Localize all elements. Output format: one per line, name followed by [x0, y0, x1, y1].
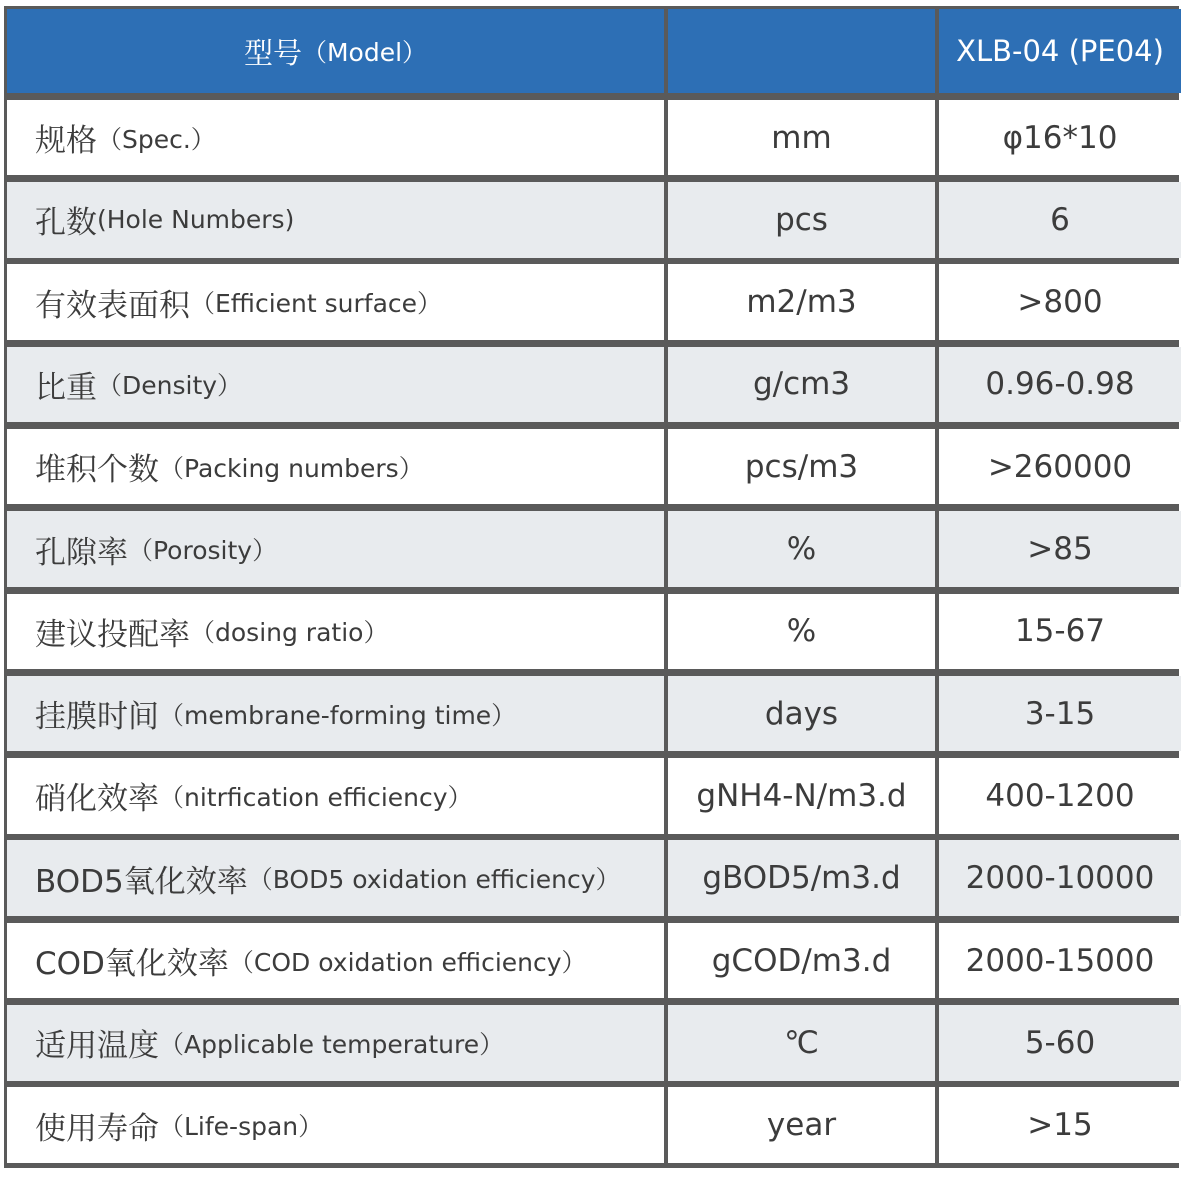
parameter-name-en: （Packing numbers）	[159, 453, 424, 483]
value-cell: 6	[939, 182, 1181, 258]
spec-table	[4, 6, 1179, 1168]
parameter-name-cn: BOD5氧化效率	[35, 863, 248, 900]
parameter-name-cn: 有效表面积	[35, 287, 190, 324]
parameter-cell	[7, 594, 664, 670]
unit-cell: gCOD/m3.d	[668, 923, 935, 999]
unit-cell: g/cm3	[668, 347, 935, 423]
parameter-name-cn: 建议投配率	[35, 616, 190, 653]
parameter-name-cn: COD氧化效率	[35, 946, 229, 983]
header-unit-cell	[668, 9, 935, 93]
parameter-cell	[7, 429, 664, 505]
parameter-name-en: (Hole Numbers)	[97, 205, 295, 235]
value-cell: 2000-15000	[939, 923, 1181, 999]
value-cell: >260000	[939, 429, 1181, 505]
parameter-name-en: （Density）	[97, 371, 243, 401]
parameter-cell	[7, 1087, 664, 1163]
parameter-name-en: （COD oxidation efficiency）	[228, 947, 587, 977]
unit-cell: pcs	[668, 182, 935, 258]
parameter-cell	[7, 511, 664, 587]
parameter-name-en: （Efficient surface）	[190, 289, 443, 319]
parameter-cell	[7, 758, 664, 834]
parameter-name-cn: 规格	[35, 123, 97, 160]
parameter-cell	[7, 676, 664, 752]
unit-cell: days	[668, 676, 935, 752]
value-cell: 5-60	[939, 1005, 1181, 1081]
parameter-name-en: （membrane-forming time）	[159, 700, 517, 730]
parameter-cell	[7, 1005, 664, 1081]
value-cell: >85	[939, 511, 1181, 587]
unit-cell: mm	[668, 100, 935, 176]
value-cell: 2000-10000	[939, 840, 1181, 916]
parameter-cell	[7, 264, 664, 340]
parameter-name-en: （Applicable temperature）	[159, 1029, 505, 1059]
parameter-name-cn: 挂膜时间	[35, 699, 159, 736]
parameter-cell	[7, 347, 664, 423]
unit-cell: %	[668, 594, 935, 670]
parameter-name-cn: 使用寿命	[35, 1110, 159, 1147]
header-model-cell	[7, 9, 664, 93]
parameter-cell	[7, 840, 664, 916]
unit-cell: pcs/m3	[668, 429, 935, 505]
value-cell: 400-1200	[939, 758, 1181, 834]
unit-cell: year	[668, 1087, 935, 1163]
parameter-name-cn: 堆积个数	[35, 452, 159, 489]
parameter-name-cn: 适用温度	[35, 1028, 159, 1065]
header-model-label-cn: 型号	[243, 35, 302, 70]
value-cell: 15-67	[939, 594, 1181, 670]
parameter-name-en: （Spec.）	[97, 124, 216, 154]
parameter-name-en: （nitrfication efficiency）	[159, 782, 473, 812]
parameter-name-cn: 孔数	[35, 205, 97, 242]
value-cell: >15	[939, 1087, 1181, 1163]
parameter-name-en: （BOD5 oxidation efficiency）	[247, 865, 621, 895]
value-cell: φ16*10	[939, 100, 1181, 176]
unit-cell: ℃	[668, 1005, 935, 1081]
parameter-name-cn: 比重	[35, 369, 97, 406]
header-model-label-en: （Model）	[301, 38, 428, 67]
parameter-cell	[7, 100, 664, 176]
value-cell: 3-15	[939, 676, 1181, 752]
parameter-name-cn: 硝化效率	[35, 781, 159, 818]
parameter-cell	[7, 923, 664, 999]
value-cell: >800	[939, 264, 1181, 340]
parameter-name-en: （dosing ratio）	[190, 618, 389, 648]
parameter-name-cn: 孔隙率	[35, 534, 128, 571]
unit-cell: gBOD5/m3.d	[668, 840, 935, 916]
unit-cell: gNH4-N/m3.d	[668, 758, 935, 834]
unit-cell: %	[668, 511, 935, 587]
parameter-name-en: （Life-span）	[159, 1112, 324, 1142]
unit-cell: m2/m3	[668, 264, 935, 340]
value-cell: 0.96-0.98	[939, 347, 1181, 423]
parameter-name-en: （Porosity）	[128, 536, 278, 566]
parameter-cell	[7, 182, 664, 258]
header-model-value: XLB-04 (PE04)	[939, 9, 1181, 93]
